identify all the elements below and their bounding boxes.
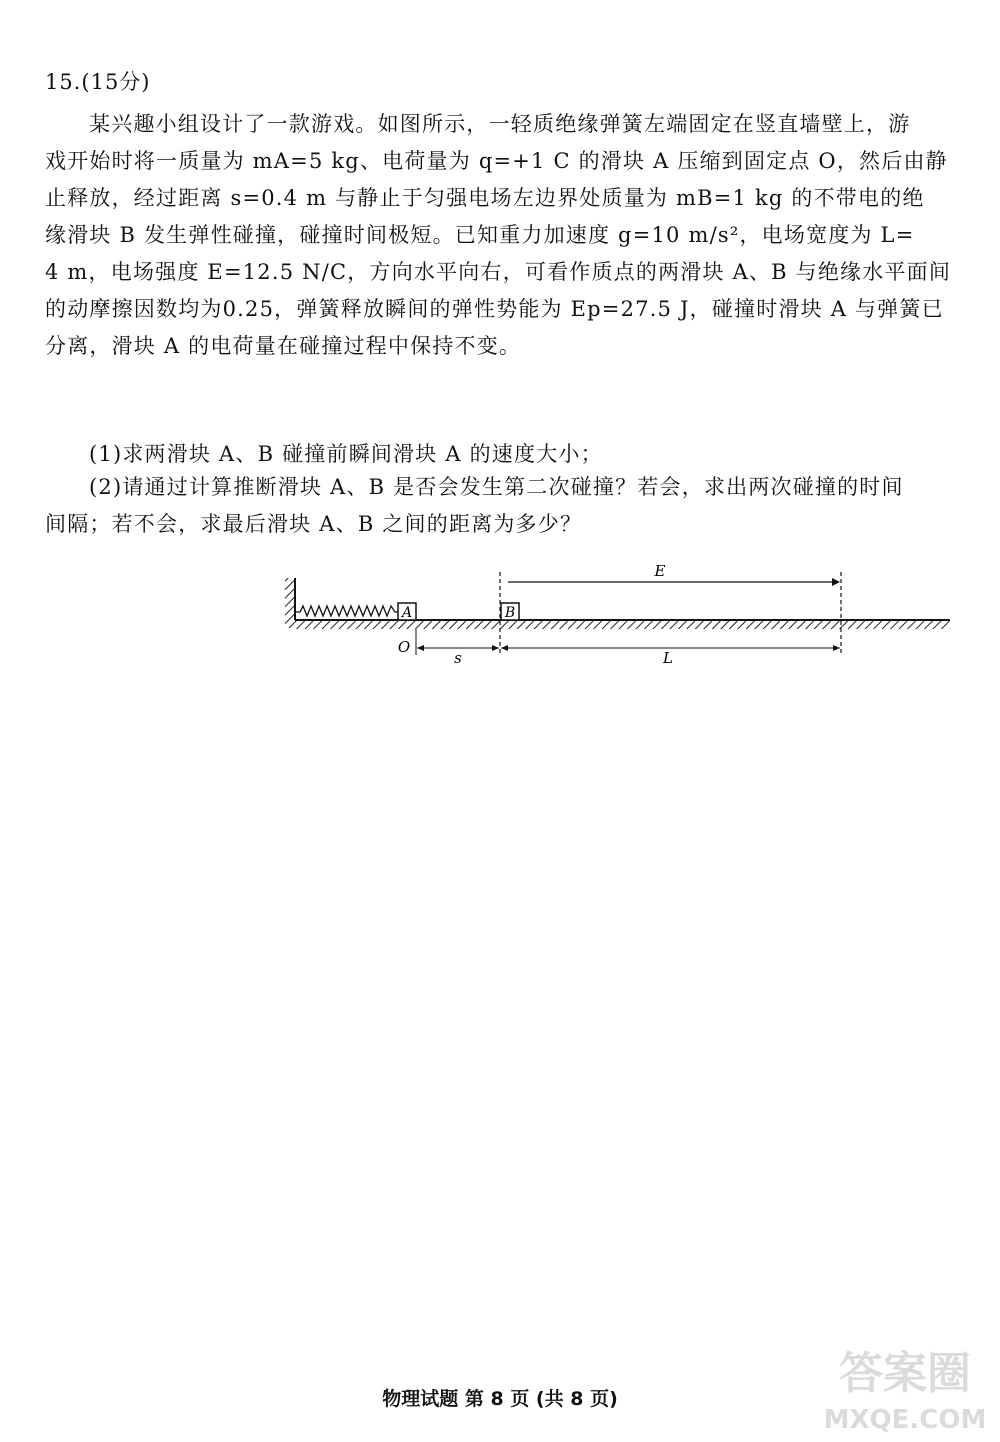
svg-text:答案圈: 答案圈	[839, 1348, 971, 1399]
sub-question-2	[45, 469, 960, 543]
spring	[295, 606, 398, 616]
l-arrowhead-right	[833, 645, 840, 651]
label-s: s	[454, 649, 462, 667]
label-l: L	[663, 649, 673, 667]
l-arrowhead-left	[501, 645, 508, 651]
stem-line-3: 止释放，经过距离 s=0.4 m 与静止于匀强电场左边界处质量为 mB=1 kg 的不带电的绝	[45, 186, 925, 210]
stem-line-5: 4 m，电场强度 E=12.5 N/C，方向水平向右，可看作质点的两滑块 A、B 与绝缘水平面间	[45, 260, 952, 284]
stem-line-7: 分离，滑块 A 的电荷量在碰撞过程中保持不变。	[45, 334, 522, 358]
block-b	[501, 603, 519, 621]
field-arrowhead	[832, 578, 840, 586]
question-stem	[45, 106, 960, 365]
label-e: E	[654, 562, 666, 580]
stem-line-2: 戏开始时将一质量为 mA=5 kg、电荷量为 q=+1 C 的滑块 A 压缩到固定点 O，然后由静	[45, 149, 948, 173]
wall	[285, 578, 295, 628]
label-o: O	[397, 638, 411, 656]
ground	[295, 620, 950, 629]
physics-diagram	[280, 560, 960, 670]
question-number: 15.(15分)	[45, 70, 151, 94]
sub-question-1	[45, 436, 960, 473]
sub-question-2-line-1: (2)请通过计算推断滑块 A、B 是否会发生第二次碰撞？若会，求出两次碰撞的时间	[89, 475, 904, 499]
label-a: A	[401, 605, 413, 621]
s-arrowhead-left	[417, 645, 424, 651]
stem-line-1: 某兴趣小组设计了一款游戏。如图所示，一轻质绝缘弹簧左端固定在竖直墙壁上，游	[89, 112, 911, 136]
s-arrowhead-right	[492, 645, 499, 651]
stem-line-6: 的动摩擦因数均为0.25，弹簧释放瞬间的弹性势能为 Ep=27.5 J，碰撞时滑块 A 与弹簧已	[45, 297, 944, 321]
sub-question-1-text: (1)求两滑块 A、B 碰撞前瞬间滑块 A 的速度大小；	[89, 442, 603, 466]
stem-line-4: 缘滑块 B 发生弹性碰撞，碰撞时间极短。已知重力加速度 g=10 m/s²，电场宽度为 L=	[45, 223, 915, 247]
svg-text:MXQE.COM: MXQE.COM	[823, 1405, 987, 1435]
page-footer: 物理试题 第 8 页 (共 8 页)	[382, 1388, 618, 1410]
sub-question-2-line-2: 间隔；若不会，求最后滑块 A、B 之间的距离为多少？	[45, 512, 583, 536]
block-a	[398, 603, 416, 621]
label-b: B	[504, 605, 516, 621]
